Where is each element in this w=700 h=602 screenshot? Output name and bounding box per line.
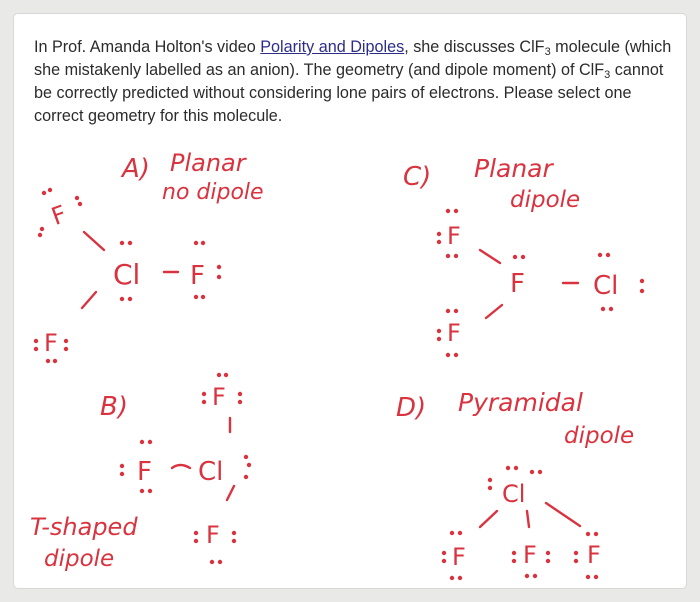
option-a-title: Planar <box>170 149 246 177</box>
atom-f-a1: F <box>47 199 71 231</box>
subscript-3: 3 <box>544 46 551 58</box>
option-c-letter: C) <box>403 162 432 192</box>
atom-f-c3: F <box>447 319 461 347</box>
atom-f-d3: F <box>587 541 601 569</box>
question-intro: In Prof. Amanda Holton's video <box>34 38 261 56</box>
option-a-subtitle: no dipole <box>162 180 264 205</box>
option-b-letter: B) <box>100 392 128 422</box>
atom-cl-b: Cl <box>198 457 224 487</box>
atom-f-b3: F <box>206 521 220 549</box>
question-part4: cannot be correctly predicted without considering lone pairs of electrons. Please select one correct geometry for this molecule. <box>34 61 664 125</box>
atom-cl-c: Cl <box>593 271 619 301</box>
atom-f-b1: F <box>212 383 226 411</box>
option-d-subtitle: dipole <box>564 423 635 449</box>
question-part2: , she discusses ClF <box>404 38 545 56</box>
option-c[interactable] <box>403 154 644 357</box>
atom-cl-a: Cl <box>113 258 141 291</box>
atom-f-d2: F <box>523 541 537 569</box>
option-d-title: Pyramidal <box>458 388 583 417</box>
option-a[interactable] <box>34 149 264 363</box>
question-part3: molecule (which she mistakenly labelled as an anion). The geometry (and dipole moment) of ClF <box>34 38 672 79</box>
atom-f-a3: F <box>44 329 58 357</box>
atom-f-a2: F <box>190 261 205 291</box>
video-link[interactable]: Polarity and Dipoles <box>260 38 405 56</box>
atom-f-b2: F <box>137 457 152 487</box>
option-d[interactable] <box>396 388 634 580</box>
option-c-subtitle: dipole <box>510 187 581 213</box>
atom-f-d1: F <box>452 543 466 571</box>
option-b-title: T-shaped <box>30 513 138 541</box>
option-d-letter: D) <box>396 393 427 423</box>
option-b[interactable] <box>30 373 251 572</box>
atom-f-c1: F <box>447 222 461 250</box>
atom-cl-d: Cl <box>502 480 526 508</box>
option-c-title: Planar <box>474 154 553 183</box>
option-a-letter: A) <box>122 154 150 184</box>
subscript-3b: 3 <box>604 69 611 81</box>
atom-f-c2: F <box>510 269 525 299</box>
option-b-subtitle: dipole <box>44 546 115 572</box>
